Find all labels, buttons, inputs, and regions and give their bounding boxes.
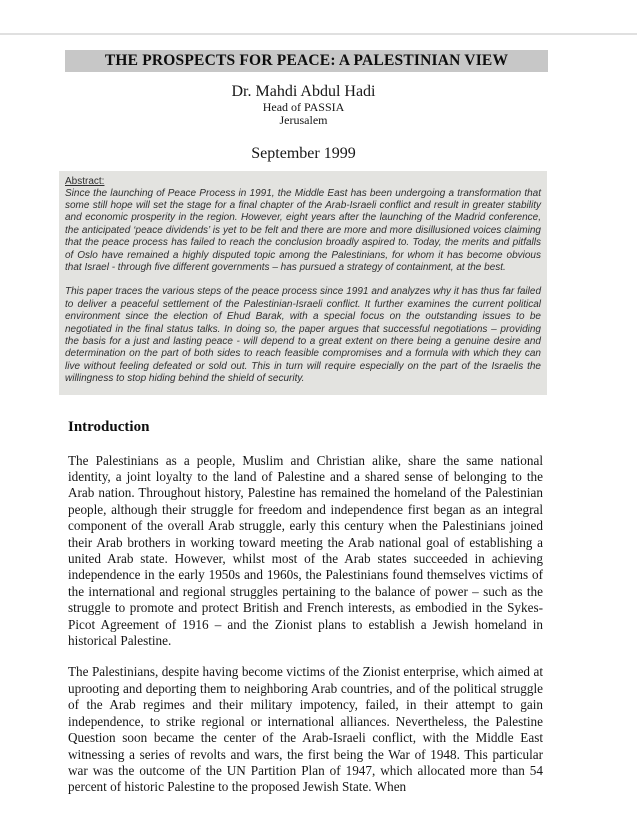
abstract-heading: Abstract: — [65, 175, 105, 187]
page-edge-divider — [0, 33, 637, 35]
author-block — [59, 83, 548, 127]
paper-title: THE PROSPECTS FOR PEACE: A PALESTINIAN VIEW — [104, 52, 509, 69]
abstract-box — [59, 171, 547, 395]
author-affiliation: Head of PASSIA — [262, 99, 345, 114]
publication-date: September 1999 — [251, 144, 356, 162]
paper-title-bar — [65, 50, 548, 72]
author-name: Dr. Mahdi Abdul Hadi — [231, 83, 376, 100]
page-content — [59, 50, 548, 796]
body-paragraph-2: The Palestinians, despite having become victims of the Zionist enterprise, which aimed at uprooting and deporting them to neighboring Arab countries, and of the political struggle of the Arab regimes and their military impotency, failed, in their attempt to gain independence, to strike regional or international alliances. Nevertheless, the Palestine Question soon became the center of the Arab-Israeli conflict, with the Middle East witnessing a series of revolts and wars, the first being the War of 1948. This particular war was the outcome of the UN Partition Plan of 1947, which allocated more than 54 percent of historic Palestine to the proposed Jewish State. When — [68, 664, 543, 795]
author-location: Jerusalem — [279, 112, 328, 127]
abstract-paragraph-2: This paper traces the various steps of the peace process since 1991 and analyzes why it has thus far failed to deliver a peaceful settlement of the Palestinian-Israeli conflict. It further examines the current political environment since the election of Ehud Barak, with a special focus on the outstanding issues to be negotiated in the final status talks. In doing so, the paper argues that successful negotiations – providing the basis for a just and lasting peace - will depend to a great extent on there being a genuine desire and determination on the part of both sides to reach feasible compromises and a formula with which they can live without feeling defeated or sold out. This in turn will require especially on the part of the Israelis the willingness to stop hiding behind the shield of security. — [65, 286, 541, 385]
abstract-paragraph-1: Since the launching of Peace Process in 1991, the Middle East has been undergoing a transformation that some still hope will set the stage for a final chapter of the Arab-Israeli conflict and result in greater stability and economic prosperity in the region. However, eight years after the launching of the Madrid conference, the anticipated ‘peace dividends’ is yet to be felt and there are more and more disillusioned voices claiming that the peace process has failed to reach the conclusion broadly aspired to. Today, the merits and pitfalls of Oslo have remained a highly disputed topic among the Palestinians, for whom it has become obvious that Israel - through five different governments – has pursued a strategy of containment, at the best. — [65, 187, 541, 273]
body-paragraph-1: The Palestinians as a people, Muslim and Christian alike, share the same national identity, a joint loyalty to the land of Palestine and a shared sense of belonging to the Arab nation. Throughout history, Palestine has remained the homeland of the Palestinian people, although their struggle for freedom and independence first began as an integral component of the overall Arab struggle, early this century when the Palestinians joined their Arab brothers in working toward meeting the Arab national goal of establishing a united Arab state. However, whilst most of the Arab states succeeded in achieving independence in the early 1950s and 1960s, the Palestinians found themselves victims of the international and regional struggles pertaining to the balance of power – such as the struggle to promote and protect British and French interests, as embodied in the Sykes-Picot Agreement of 1916 – and the Zionist plans to establish a Jewish homeland in historical Palestine. — [68, 452, 543, 649]
section-heading-introduction: Introduction — [68, 418, 150, 435]
